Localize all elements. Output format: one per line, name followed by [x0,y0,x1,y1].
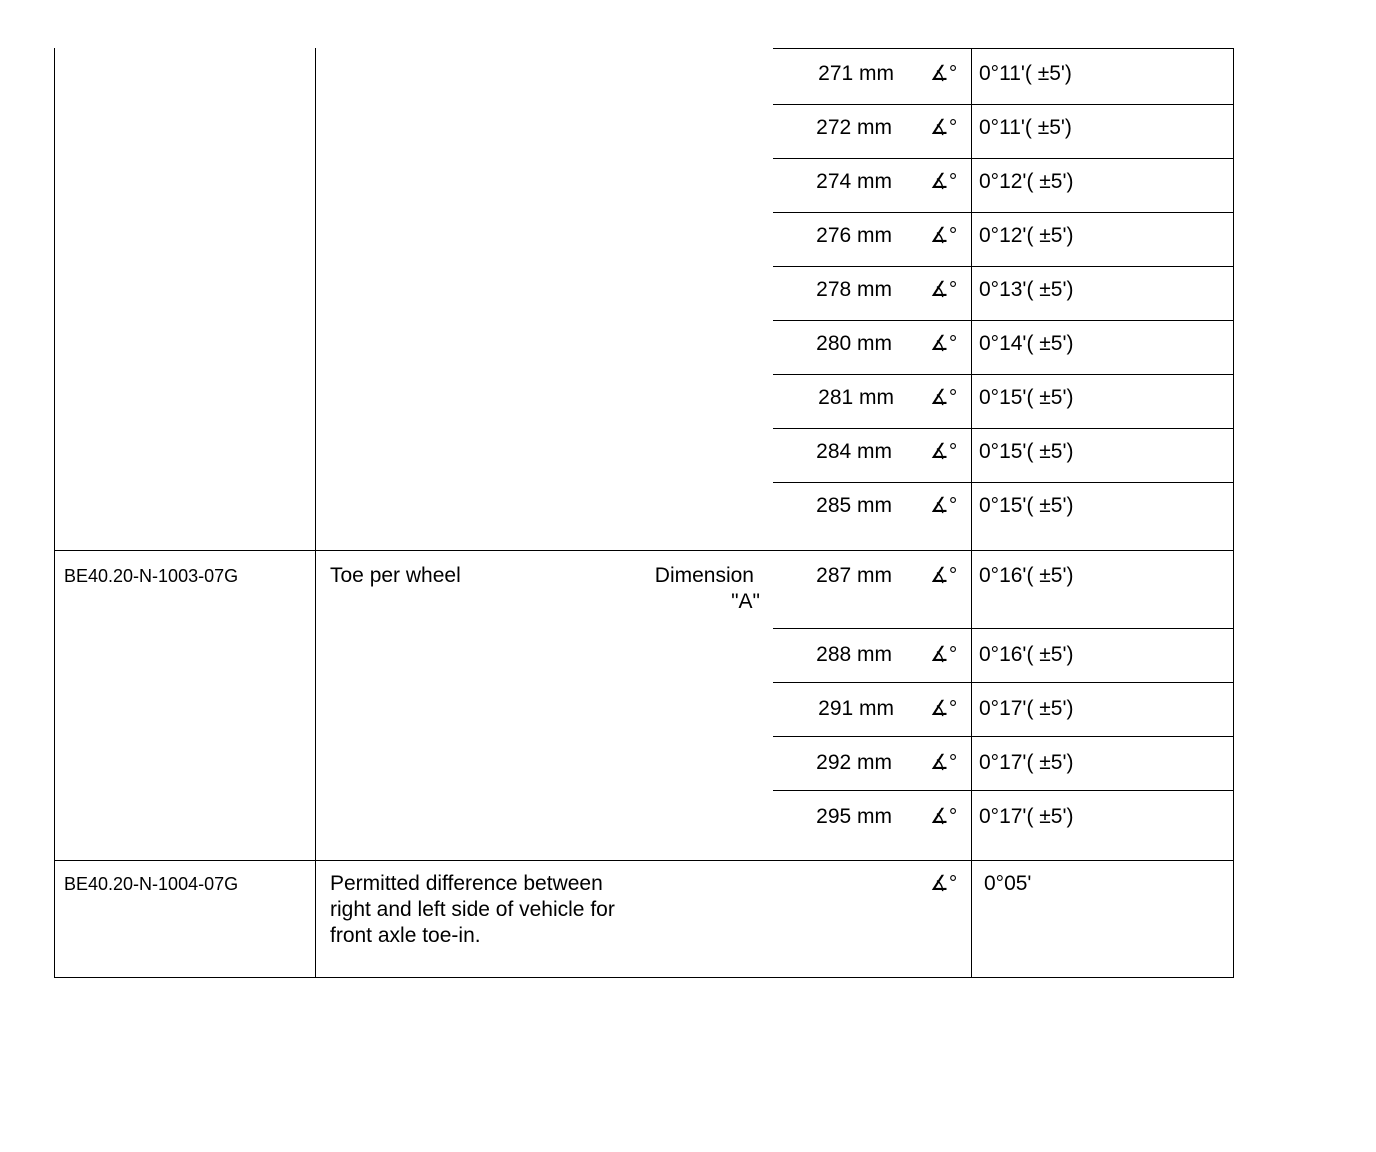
row-line [773,320,1234,321]
value-cell: 0°15'( ±5') [979,440,1074,463]
section-line [54,550,1234,551]
value-cell: 0°05' [984,872,1032,895]
angle-symbol: ∡° [930,332,958,355]
angle-symbol: ∡° [930,116,958,139]
row-line [773,736,1234,737]
angle-symbol: ∡° [930,494,958,517]
value-cell: 0°15'( ±5') [979,386,1074,409]
angle-symbol: ∡° [930,805,958,828]
value-cell: 0°17'( ±5') [979,697,1074,720]
spec-description-line: front axle toe-in. [330,924,481,947]
value-cell: 0°17'( ±5') [979,751,1074,774]
dimension-cell: 292 mm [816,751,892,774]
row-line [773,482,1234,483]
table-right-border [1233,48,1234,978]
row-line [773,628,1234,629]
dimension-cell: 284 mm [816,440,892,463]
dimension-cell: 281 mm [818,386,894,409]
angle-symbol: ∡° [930,697,958,720]
dimension-cell: 280 mm [816,332,892,355]
angle-symbol: ∡° [930,564,958,587]
dimension-cell: 295 mm [816,805,892,828]
row-line [773,428,1234,429]
row-line [773,104,1234,105]
value-cell: 0°11'( ±5') [979,116,1072,139]
section-line [54,860,1234,861]
angle-symbol: ∡° [930,386,958,409]
dimension-cell: 272 mm [816,116,892,139]
spec-description: Toe per wheel [330,564,461,587]
angle-symbol: ∡° [930,872,958,895]
row-line [773,212,1234,213]
spec-code: BE40.20-N-1003-07G [64,566,239,586]
angle-symbol: ∡° [930,62,958,85]
value-cell: 0°16'( ±5') [979,643,1074,666]
dimension-cell: 271 mm [818,62,894,85]
row-line [773,790,1234,791]
value-cell: 0°11'( ±5') [979,62,1072,85]
row-line [773,158,1234,159]
dimension-cell: 274 mm [816,170,892,193]
dimension-cell: 278 mm [816,278,892,301]
value-cell: 0°15'( ±5') [979,494,1074,517]
angle-symbol: ∡° [930,170,958,193]
table-bottom-border [54,977,1234,978]
row-line [773,682,1234,683]
spec-code: BE40.20-N-1004-07G [64,874,239,894]
dimension-cell: 276 mm [816,224,892,247]
row-line [773,48,1234,49]
value-cell: 0°13'( ±5') [979,278,1074,301]
spec-description-line: right and left side of vehicle for [330,898,615,921]
angle-symbol: ∡° [930,278,958,301]
table-value-divider [971,48,972,978]
value-cell: 0°12'( ±5') [979,170,1074,193]
value-cell: 0°12'( ±5') [979,224,1074,247]
value-cell: 0°16'( ±5') [979,564,1074,587]
dimension-cell: 285 mm [816,494,892,517]
row-line [773,266,1234,267]
value-cell: 0°17'( ±5') [979,805,1074,828]
row-line [773,374,1234,375]
dimension-label-a: "A" [731,590,760,613]
dimension-cell: 287 mm [816,564,892,587]
dimension-cell: 288 mm [816,643,892,666]
angle-symbol: ∡° [930,643,958,666]
angle-symbol: ∡° [930,751,958,774]
table-left-border [54,48,55,978]
spec-description-line: Permitted difference between [330,872,603,895]
dimension-cell: 291 mm [818,697,894,720]
value-cell: 0°14'( ±5') [979,332,1074,355]
angle-symbol: ∡° [930,224,958,247]
dimension-label: Dimension [654,564,754,587]
table-code-divider [315,48,316,978]
angle-symbol: ∡° [930,440,958,463]
